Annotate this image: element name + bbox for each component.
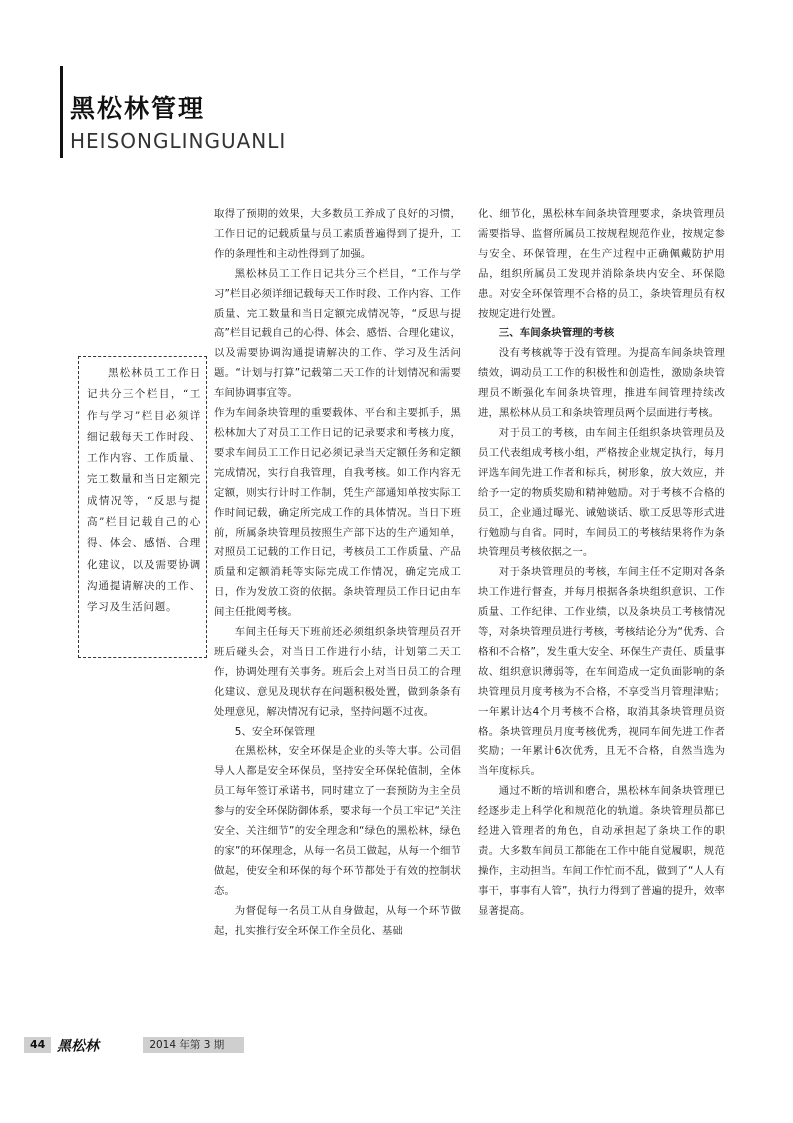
paragraph: 5、安全环保管理 (234, 725, 315, 738)
header-accent-bar (60, 66, 63, 158)
column-middle (214, 205, 461, 942)
section-subtitle: HEISONGLINGUANLI (70, 129, 287, 153)
magazine-logo (57, 1037, 133, 1053)
paragraph: 为督促每一名员工从自身做起，从每一个环节做起，扎实推行安全环保工作全员化、基础 (214, 904, 461, 937)
issue-label: 2014 年第 3 期 (143, 1037, 244, 1053)
paragraph: 作为车间条块管理的重要载体、平台和主要抓手，黑松林加大了对员工工作日记的记录要求和考核力度，要求车间员工工作日记必须记录当天定额任务和定额完成情况，实行自我管理，自我考核。如工作内容无定额，则实行计时工作制，凭生产部通知单按实际工作时间记载，确定所完成工作的具体情况。当日下班前，所属条块管理员按照生产部下达的生产通知单，对照员工记载的工作日记，考核员工工作质量、产品质量和定额消耗等实际完成工作情况，确定完成工日，作为发放工资的依据。条块管理员工作日记由车间主任批阅考核。 (214, 407, 461, 619)
paragraph: 通过不断的培训和磨合，黑松林车间条块管理已经逐步走上科学化和规范化的轨道。条块管理员都已经进入管理者的角色，自动承担起了条块工作的职责。大多数车间员工都能在工作中能自觉履职，规范操作，主动担当。车间工作忙而不乱，做到了“人人有事干，事事有人管”，执行力得到了普遍的提升，效率显著提高。 (478, 785, 725, 917)
calligraphy-logo-icon (57, 1037, 133, 1053)
svg-text:黑松林: 黑松林 (57, 1038, 100, 1053)
column-right (478, 205, 725, 922)
paragraph: 没有考核就等于没有管理。为提高车间条块管理绩效，调动员工工作的积极性和创造性，激励条块管理员不断强化车间条块管理，推进车间管理持续改进，黑松林从员工和条块管理员两个层面进行考核。 (478, 347, 725, 420)
sidebar-pull-quote (78, 356, 207, 658)
section-title: 黑松林管理 (70, 94, 206, 123)
page-footer (24, 1037, 244, 1053)
paragraph: 化、细节化，黑松林车间条块管理要求，条块管理员需要指导、监督所属员工按规程规范作业，按规定参与安全、环保管理，在生产过程中正确佩戴防护用品，组织所属员工发现并消除条块内安全、环保隐患。对安全环保管理不合格的员工，条块管理员有权按规定进行处置。 (478, 208, 725, 320)
pull-quote-text: 黑松林员工工作日记共分三个栏目，“工作与学习”栏目必须详细记载每天工作时段、工作内容、工作质量、完工数量和当日定额完成情况等，“反思与提高”栏目记载自己的心得、体会、感悟、合理化建议，以及需要协调沟通提请解决的工作、学习及生活问题。 (87, 367, 201, 614)
paragraph: 黑松林员工工作日记共分三个栏目，“工作与学习”栏目必须详细记载每天工作时段、工作内容、工作质量、完工数量和当日定额完成情况等，“反思与提高”栏目记载自己的心得、体会、感悟、合理化建议，以及需要协调沟通提请解决的工作、学习及生活问题。“计划与打算”记载第二天工作的计划情况和需要车间协调事宜等。 (214, 267, 461, 400)
paragraph: 取得了预期的效果，大多数员工养成了良好的习惯，工作日记的记载质量与员工素质普遍得到了提升，工作的条理性和主动性得到了加强。 (214, 208, 461, 260)
paragraph: 车间主任每天下班前还必须组织条块管理员召开班后碰头会，对当日工作进行小结，计划第二天工作，协调处理有关事务。班后会上对当日员工的合理化建议、意见及现状存在问题积极处置，做到条条有处理意见，解决情况有记录，坚持问题不过夜。 (214, 626, 461, 718)
paragraph: 对于条块管理员的考核，车间主任不定期对各条块工作进行督查，并每月根据各条块组织意识、工作质量、工作纪律、工作业绩，以及条块员工考核情况等，对条块管理员进行考核，考核结论分为“优秀、合格和不合格”，发生重大安全、环保生产责任、质量事故、组织意识薄弱等，在车间造成一定负面影响的条块管理员月度考核为不合格，不享受当月管理津贴；一年累计达4个月考核不合格，取消其条块管理员资格。条块管理员月度考核优秀，视同车间先进工作者奖励；一年累计6次优秀，且无不合格，自然当选为当年度标兵。 (478, 566, 725, 778)
page-number: 44 (24, 1037, 51, 1053)
paragraph: 在黑松林，安全环保是企业的头等大事。公司倡导人人都是安全环保员，坚持安全环保轮值制，全体员工每年签订承诺书，同时建立了一套预防为主全员参与的安全环保防御体系，要求每一个员工牢记“关注安全、关注细节”的安全理念和“绿色的黑松林，绿色的家”的环保理念，从每一名员工做起，从每一个细节做起，使安全和环保的每个环节都处于有效的控制状态。 (214, 745, 461, 897)
section-heading: 三、车间条块管理的考核 (498, 327, 615, 340)
paragraph: 对于员工的考核，由车间主任组织条块管理员及员工代表组成考核小组，严格按企业规定执行，每月评选车间先进工作者和标兵，树形象，放大效应，并给予一定的物质奖励和精神勉励。对于考核不合格的员工，企业通过曝光、诫勉谈话、歇工反思等形式进行勉励与自省。同时，车间员工的考核结果将作为条块管理员考核依据之一。 (478, 426, 725, 559)
